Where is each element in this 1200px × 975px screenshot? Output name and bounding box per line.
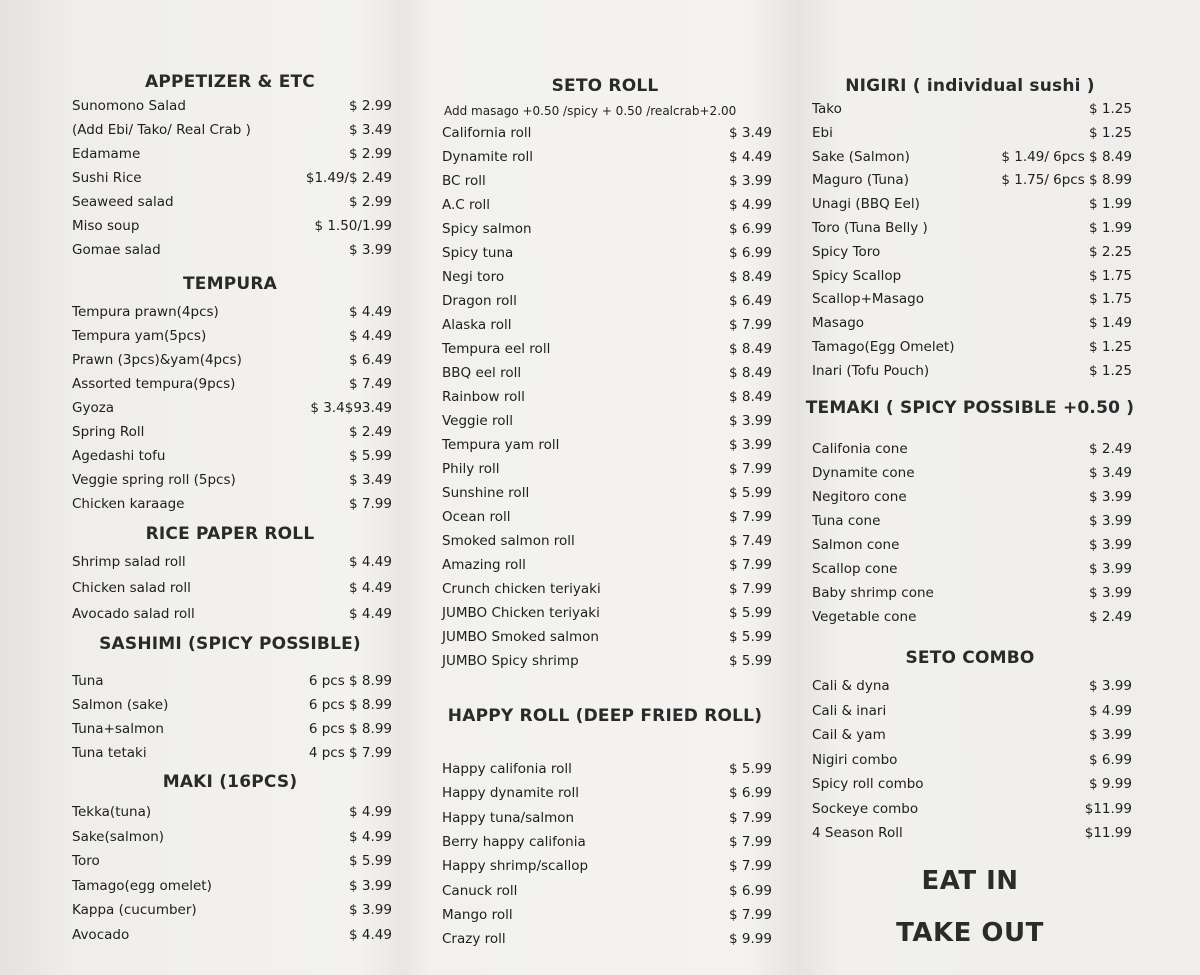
menu-item-name: Gomae salad [72,242,161,258]
eat-in-label: EAT IN [921,866,1019,896]
menu-item [60,424,400,446]
menu-item [800,125,1140,147]
menu-item-name: Spicy tuna [442,245,514,261]
menu-item-price: $ 3.49 [1089,465,1132,481]
menu-item [430,810,780,832]
menu-item-price: $ 3.99 [349,242,392,258]
menu-item [430,221,780,243]
menu-item-name: Tamago(Egg Omelet) [812,339,955,355]
menu-item-name: Crazy roll [442,931,506,948]
menu-item [800,678,1140,700]
seto-roll-addon-note: Add masago +0.50 /spicy + 0.50 /realcrab+2.00 [444,104,737,118]
menu-item [60,122,400,144]
menu-item [800,339,1140,361]
menu-item-name: Ocean roll [442,509,511,525]
menu-item-name: Tamago(egg omelet) [72,877,212,894]
menu-item [60,927,400,949]
menu-item-name: Ebi [812,124,833,141]
menu-item-name: BC roll [442,173,486,189]
menu-item [430,341,780,363]
menu-item-price: $ 5.99 [349,448,392,464]
menu-item-price: $ 3.99 [1089,489,1132,505]
menu-item [60,194,400,216]
menu-item-name: Tempura yam roll [442,437,560,453]
menu-item [430,581,780,603]
menu-item-name: Smoked salmon roll [442,533,575,549]
menu-item-name: Avocado [72,926,130,943]
menu-item-price: $ 7.99 [729,833,772,850]
menu-item [430,509,780,531]
menu-item-price: $ 5.99 [729,485,772,501]
menu-item-name: Salmon (sake) [72,697,169,713]
menu-item [800,703,1140,725]
menu-item-price: $ 1.99 [1089,196,1132,213]
menu-item [430,245,780,267]
menu-item [60,170,400,192]
menu-item-price: $ 7.99 [729,581,772,597]
menu-item-name: Tako [812,101,842,117]
menu-item-price: $ 5.99 [729,653,772,669]
menu-item-price: $ 6.99 [729,882,772,899]
menu-item [60,902,400,924]
menu-item [60,745,400,767]
menu-item [430,317,780,339]
menu-item-name: Happy califonia roll [442,761,572,777]
take-out-label: TAKE OUT [896,918,1044,948]
menu-item [800,537,1140,559]
menu-item-price: $ 4.99 [349,804,392,820]
menu-item [430,834,780,856]
menu-item [430,858,780,880]
menu-item-name: Tempura eel roll [442,341,551,357]
menu-item [60,304,400,326]
menu-item-name: Scallop cone [812,561,898,577]
menu-item [60,580,400,602]
menu-item-name: Toro (Tuna Belly ) [812,220,928,236]
seto-roll-heading: SETO ROLL [551,76,659,96]
rice-paper-heading: RICE PAPER ROLL [145,524,315,544]
menu-item-name: Edamame [72,146,141,162]
menu-item-name: Sockeye combo [812,800,919,817]
menu-item-price: $ 8.49 [729,269,772,285]
menu-item-price: $ 3.99 [1089,585,1132,601]
sashimi-heading: SASHIMI (SPICY POSSIBLE) [99,634,361,654]
menu-item-price: $ 4.99 [349,828,392,845]
menu-item-name: Sake (Salmon) [812,148,910,165]
temaki-heading: TEMAKI ( SPICY POSSIBLE +0.50 ) [805,398,1135,418]
menu-item-price: $11.99 [1084,825,1132,841]
menu-item [800,513,1140,535]
menu-item [800,149,1140,171]
menu-item-price: $ 3.99 [729,173,772,189]
menu-item-price: 6 pcs $ 8.99 [308,673,392,689]
menu-item-price: $ 3.99 [729,413,772,429]
menu-item-name: Avocado salad roll [72,606,195,622]
menu-item-name: Masago [812,315,865,332]
menu-item-name: Happy shrimp/scallop [442,858,589,875]
menu-item [430,485,780,507]
menu-item-price: $ 7.99 [729,509,772,525]
menu-column-right [800,0,1140,975]
menu-column-left [60,0,400,975]
menu-item-price: $ 6.99 [1089,751,1132,768]
menu-item-name: 4 Season Roll [812,825,903,841]
menu-item-name: Canuck roll [442,882,518,899]
menu-item-price: $ 6.99 [729,245,772,261]
menu-item-name: Veggie roll [442,413,513,429]
menu-item-name: Sunshine roll [442,485,530,501]
menu-item-name: BBQ eel roll [442,365,522,381]
appetizer-heading: APPETIZER & ETC [145,72,315,92]
menu-item-name: Rainbow roll [442,389,525,405]
menu-item-price: $ 5.99 [729,605,772,621]
menu-item [430,413,780,435]
menu-item-price: $ 1.25 [1089,124,1132,141]
menu-item [60,606,400,628]
menu-item [800,776,1140,798]
happy-roll-heading: HAPPY ROLL (DEEP FRIED ROLL) [447,706,763,726]
menu-item-price: $ 1.25 [1089,339,1132,355]
menu-item-price: $ 4.49 [349,328,392,344]
menu-item-price: $ 7.49 [349,376,392,392]
menu-item-price: $ 9.99 [729,931,772,948]
menu-item [800,441,1140,463]
menu-item [430,365,780,387]
menu-item-name: Veggie spring roll (5pcs) [72,472,236,488]
menu-item-price: $ 1.50/1.99 [314,218,392,234]
menu-item-price: $1.49/$ 2.49 [305,170,392,186]
menu-item-name: Tuna tetaki [72,745,147,761]
menu-item-price: $ 1.25 [1089,362,1132,379]
menu-item [430,293,780,315]
menu-item-name: Negi toro [442,269,505,285]
menu-item [430,785,780,807]
menu-item-price: 6 pcs $ 8.99 [308,697,392,713]
menu-item-name: Crunch chicken teriyaki [442,581,601,597]
menu-item [60,146,400,168]
menu-item [60,697,400,719]
menu-item [430,533,780,555]
menu-item-name: Tuna [72,673,104,689]
menu-item-price: $ 1.49/ 6pcs $ 8.49 [1001,148,1132,165]
menu-item-name: Tuna+salmon [72,721,164,737]
menu-item [800,585,1140,607]
menu-item-name: Berry happy califonia [442,833,586,850]
menu-item-price: $ 6.49 [349,352,392,368]
menu-item [800,244,1140,266]
menu-item-price: $ 4.99 [1089,702,1132,719]
menu-item-price: $ 3.49 [349,472,392,488]
menu-item-price: $ 4.49 [349,580,392,596]
menu-item [800,609,1140,631]
menu-item-name: Miso soup [72,218,140,234]
menu-item [800,489,1140,511]
menu-item-price: $ 3.99 [1089,678,1132,694]
menu-item-name: Tempura yam(5pcs) [72,328,207,344]
menu-item-price: $ 3.99 [1089,537,1132,553]
menu-item-name: Baby shrimp cone [812,585,934,601]
menu-item-price: $ 5.99 [349,853,392,869]
menu-item [430,461,780,483]
nigiri-heading: NIGIRI ( individual sushi ) [845,76,1095,96]
menu-item-price: $ 4.99 [729,197,772,213]
menu-item-price: $ 4.49 [349,304,392,320]
menu-item-name: Dragon roll [442,293,517,309]
menu-item-price: $ 7.99 [729,809,772,826]
menu-item-price: $ 2.25 [1089,243,1132,260]
seto-combo-heading: SETO COMBO [905,648,1035,668]
menu-item-price: $11.99 [1084,800,1132,817]
menu-item [800,268,1140,290]
menu-item-name: Negitoro cone [812,489,907,505]
menu-item [800,172,1140,194]
menu-item-name: Spicy Toro [812,243,881,260]
menu-item-price: $ 7.99 [729,557,772,573]
menu-item-price: $ 3.99 [1089,561,1132,577]
menu-item-name: A.C roll [442,197,491,213]
menu-item-name: Scallop+Masago [812,291,924,308]
menu-item-price: $ 1.75 [1089,267,1132,284]
menu-column-center [430,0,780,975]
menu-item-name: JUMBO Spicy shrimp [442,653,579,669]
menu-item-price: $ 3.99 [1089,727,1132,743]
menu-item-name: Mango roll [442,906,513,923]
menu-item [60,328,400,350]
menu-item-price: $ 2.99 [349,194,392,210]
menu-item-name: (Add Ebi/ Tako/ Real Crab ) [72,122,251,138]
menu-item-price: $ 6.99 [729,785,772,802]
menu-item [800,363,1140,385]
menu-item-price: $ 2.99 [349,98,392,114]
menu-item [60,242,400,264]
menu-item [430,389,780,411]
menu-item-price: $ 2.49 [349,424,392,440]
menu-item-price: $ 4.49 [349,554,392,570]
menu-item-price: $ 6.99 [729,221,772,237]
menu-item-name: Happy tuna/salmon [442,809,575,826]
menu-item [430,761,780,783]
menu-item [60,673,400,695]
menu-item-name: Assorted tempura(9pcs) [72,376,236,392]
menu-item-name: Agedashi tofu [72,448,166,464]
menu-item-price: $ 5.99 [729,629,772,645]
menu-item [430,149,780,171]
menu-item-name: Salmon cone [812,537,900,553]
menu-item-name: Toro [72,853,100,869]
menu-item-name: Sake(salmon) [72,828,165,845]
menu-item-price: $ 1.49 [1089,315,1132,332]
menu-item-price: $ 3.49 [349,122,392,138]
menu-item-price: 6 pcs $ 8.99 [308,721,392,737]
menu-item-name: Shrimp salad roll [72,554,186,570]
menu-item [430,653,780,675]
menu-item [60,376,400,398]
menu-item [60,496,400,518]
menu-item-price: $ 9.99 [1089,776,1132,792]
menu-item [60,400,400,422]
menu-item-name: Kappa (cucumber) [72,902,197,918]
menu-item-name: Chicken karaage [72,496,185,512]
menu-item-price: $ 3.99 [349,877,392,894]
menu-item [60,853,400,875]
menu-item [800,220,1140,242]
menu-item [430,883,780,905]
menu-item-name: Seaweed salad [72,194,174,210]
menu-item [800,291,1140,313]
menu-item-price: $ 1.75/ 6pcs $ 8.99 [1001,172,1132,189]
menu-item [800,315,1140,337]
menu-item-name: California roll [442,125,532,141]
menu-item-name: Dynamite cone [812,465,915,481]
menu-item-price: 4 pcs $ 7.99 [308,745,392,761]
menu-item-name: Gyoza [72,400,115,416]
menu-item-name: Tempura prawn(4pcs) [72,304,219,320]
menu-item [430,173,780,195]
menu-item-price: $ 1.99 [1089,220,1132,236]
menu-item-name: Cali & dyna [812,678,890,694]
menu-item-price: $ 3.99 [729,437,772,453]
menu-item [430,269,780,291]
menu-item-name: Chicken salad roll [72,580,191,596]
menu-item [60,218,400,240]
menu-item-name: Sushi Rice [72,170,142,186]
menu-item-price: $ 1.75 [1089,291,1132,308]
menu-item-price: $ 7.99 [729,906,772,923]
menu-item [430,907,780,929]
menu-item-name: Cail & yam [812,727,886,743]
menu-item-name: Prawn (3pcs)&yam(4pcs) [72,352,242,368]
menu-item-price: $ 3.99 [1089,513,1132,529]
menu-item-name: Unagi (BBQ Eel) [812,196,920,213]
menu-item [60,878,400,900]
menu-item-price: $ 1.25 [1089,101,1132,117]
menu-item-price: $ 7.99 [729,461,772,477]
menu-item-name: Spicy Scallop [812,267,902,284]
menu-item [60,721,400,743]
menu-item [430,629,780,651]
menu-item [800,801,1140,823]
menu-item-name: Califonia cone [812,441,908,457]
menu-item-price: $ 8.49 [729,365,772,381]
menu-item [800,727,1140,749]
menu-item-price: $ 4.49 [729,149,772,165]
menu-item [60,472,400,494]
menu-item-name: JUMBO Smoked salmon [442,629,599,645]
menu-item-price: $ 8.49 [729,341,772,357]
menu-item-price: $ 7.99 [729,858,772,875]
menu-item-name: Happy dynamite roll [442,785,580,802]
menu-item-name: Spring Roll [72,424,145,440]
menu-item [60,98,400,120]
menu-item-name: Sunomono Salad [72,98,186,114]
menu-item [430,605,780,627]
menu-item-name: Cali & inari [812,702,887,719]
menu-item-price: $ 7.49 [729,533,772,549]
menu-item-price: $ 3.99 [349,902,392,918]
menu-item [800,561,1140,583]
menu-item-name: Spicy roll combo [812,776,924,792]
menu-item-name: Tuna cone [812,513,881,529]
menu-item-name: Spicy salmon [442,221,532,237]
menu-item-price: $ 7.99 [349,496,392,512]
menu-item-name: Tekka(tuna) [72,804,152,820]
menu-item-name: Phily roll [442,461,500,477]
menu-item-price: $ 2.49 [1089,441,1132,457]
menu-item [800,101,1140,123]
menu-item [60,352,400,374]
menu-item-price: $ 2.49 [1089,609,1132,625]
menu-item-price: $ 8.49 [729,389,772,405]
menu-item-price: $ 5.99 [729,761,772,777]
menu-item [430,125,780,147]
menu-item-price: $ 4.49 [349,606,392,622]
menu-item-price: $ 2.99 [349,146,392,162]
maki-heading: MAKI (16PCS) [162,772,298,792]
menu-item-name: Inari (Tofu Pouch) [812,362,930,379]
menu-item-name: Maguro (Tuna) [812,172,909,189]
menu-item [60,554,400,576]
menu-item-price: $ 4.49 [349,926,392,943]
menu-item [430,437,780,459]
menu-item [430,931,780,953]
menu-item-name: Vegetable cone [812,609,917,625]
menu-item [800,825,1140,847]
menu-item [60,829,400,851]
menu-item-price: $ 3.4$93.49 [310,400,392,416]
menu-item [430,197,780,219]
menu-item [430,557,780,579]
menu-item-price: $ 6.49 [729,293,772,309]
menu-item [800,465,1140,487]
menu-item-price: $ 3.49 [729,125,772,141]
menu-item-price: $ 7.99 [729,317,772,333]
menu-item-name: Dynamite roll [442,149,534,165]
menu-item [60,804,400,826]
menu-item [800,752,1140,774]
menu-item-name: Nigiri combo [812,751,898,768]
menu-item-name: Alaska roll [442,317,512,333]
menu-item-name: JUMBO Chicken teriyaki [442,605,600,621]
menu-item-name: Amazing roll [442,557,526,573]
menu-item [60,448,400,470]
tempura-heading: TEMPURA [182,274,278,294]
menu-item [800,196,1140,218]
